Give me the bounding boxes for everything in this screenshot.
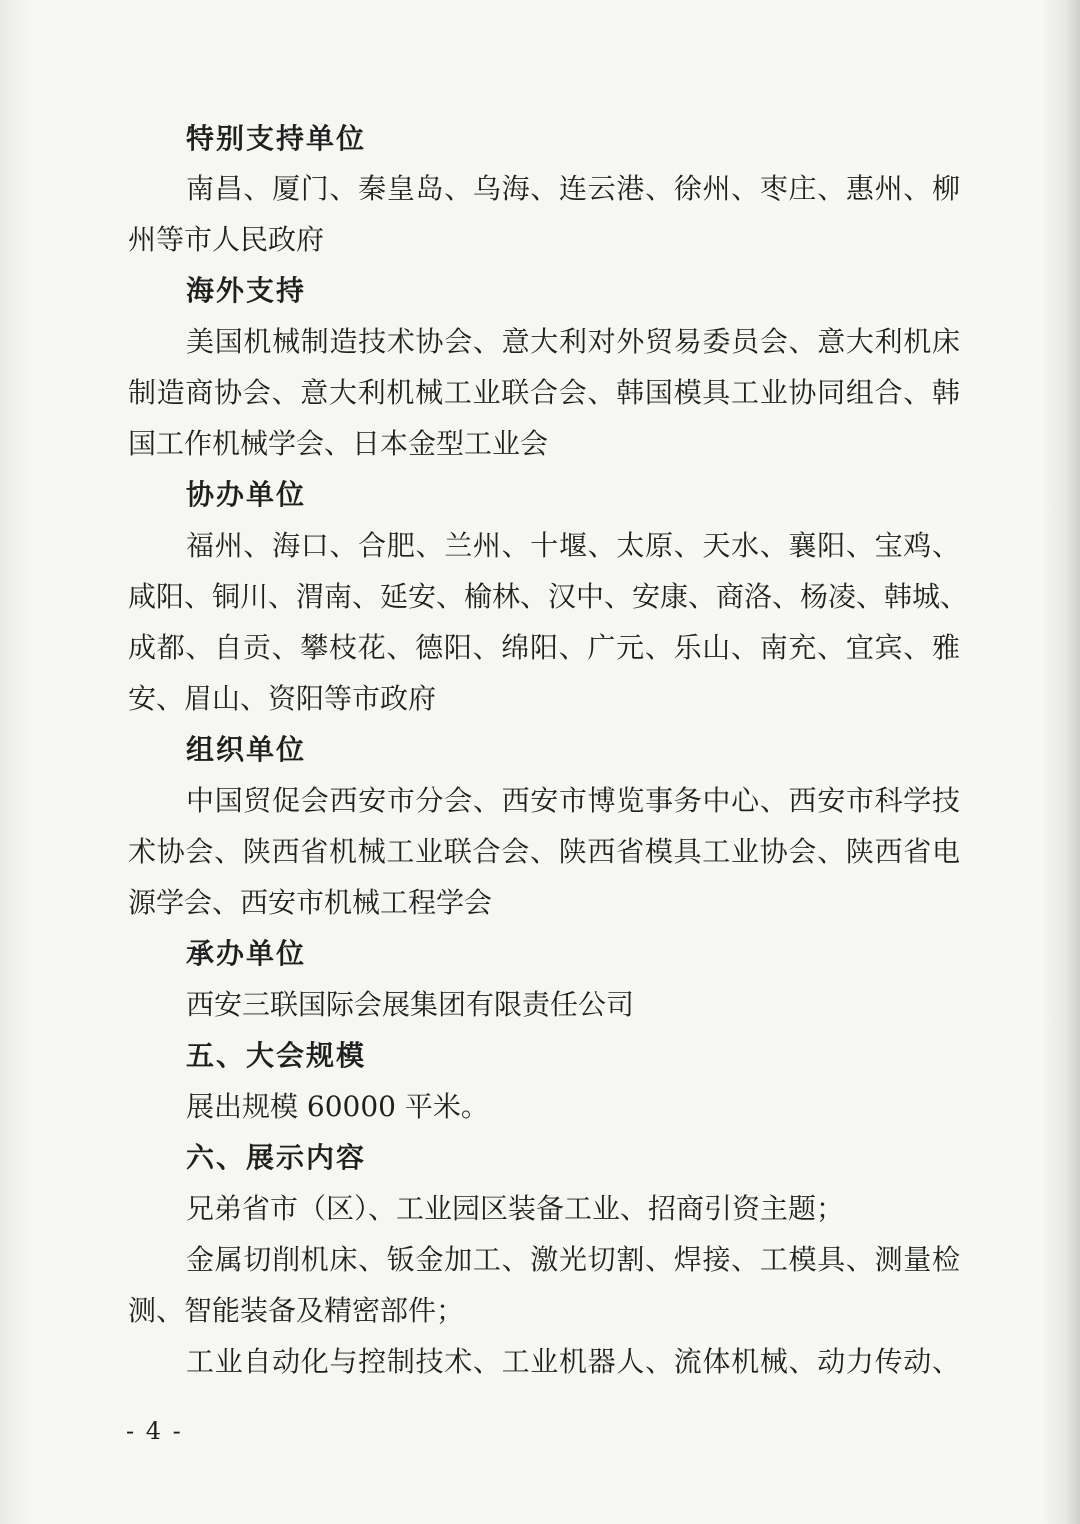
section-title-exhibits: 六、展示内容 — [186, 1141, 367, 1174]
heading-overseas-support: 海外支持 — [186, 274, 307, 307]
paragraph-line: 金属切削机床、钣金加工、激光切割、焊接、工模具、测量检 — [186, 1243, 960, 1276]
paragraph-line: 福州、海口、合肥、兰州、十堰、太原、天水、襄阳、宝鸡、 — [186, 529, 960, 562]
paragraph-line: 国工作机械学会、日本金型工业会 — [128, 427, 549, 460]
paragraph-line: 成都、自贡、攀枝花、德阳、绵阳、广元、乐山、南充、宜宾、雅 — [128, 631, 960, 664]
page-number: - 4 - — [126, 1417, 183, 1445]
paragraph-line: 源学会、西安市机械工程学会 — [128, 886, 493, 919]
heading-co-organizers: 协办单位 — [186, 478, 307, 511]
heading-host-unit: 承办单位 — [186, 937, 307, 970]
heading-organizing-units: 组织单位 — [186, 733, 307, 766]
heading-special-support: 特别支持单位 — [186, 122, 367, 155]
paragraph-line: 中国贸促会西安市分会、西安市博览事务中心、西安市科学技 — [186, 784, 960, 817]
paragraph-line: 美国机械制造技术协会、意大利对外贸易委员会、意大利机床 — [186, 325, 960, 358]
paragraph-line: 制造商协会、意大利机械工业联合会、韩国模具工业协同组合、韩 — [128, 376, 960, 409]
page-edge-shadow — [1066, 0, 1080, 1524]
paragraph-line: 展出规模 60000 平米。 — [186, 1090, 489, 1123]
paragraph-line: 工业自动化与控制技术、工业机器人、流体机械、动力传动、 — [186, 1345, 960, 1378]
paragraph-line: 州等市人民政府 — [128, 223, 325, 256]
section-title-scale: 五、大会规模 — [186, 1039, 367, 1072]
paragraph-line: 术协会、陕西省机械工业联合会、陕西省模具工业协会、陕西省电 — [128, 835, 960, 868]
paragraph-line: 安、眉山、资阳等市政府 — [128, 682, 437, 715]
paragraph-line: 西安三联国际会展集团有限责任公司 — [186, 988, 635, 1021]
paragraph-line: 兄弟省市（区）、工业园区装备工业、招商引资主题； — [186, 1192, 845, 1225]
paragraph-line: 咸阳、铜川、渭南、延安、榆林、汉中、安康、商洛、杨凌、韩城、 — [128, 580, 969, 613]
paragraph-line: 测、智能装备及精密部件； — [128, 1294, 465, 1327]
paragraph-line: 南昌、厦门、秦皇岛、乌海、连云港、徐州、枣庄、惠州、柳 — [186, 172, 960, 205]
